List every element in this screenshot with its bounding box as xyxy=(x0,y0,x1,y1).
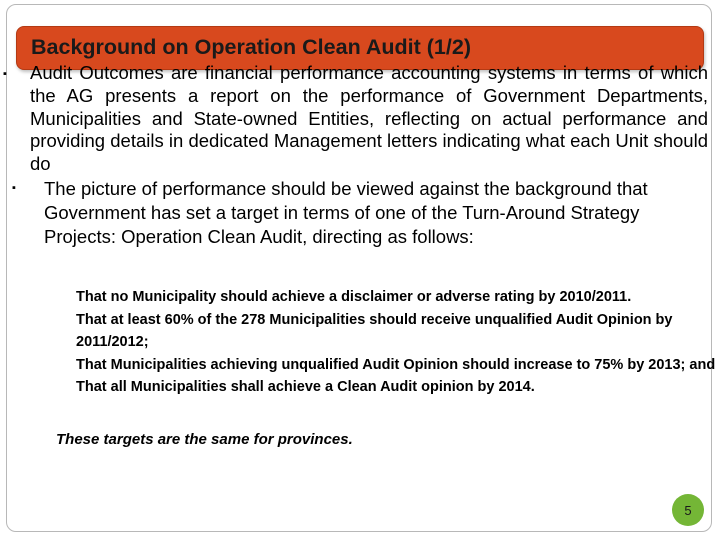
bullet-picture-of-performance: The picture of performance should be viewed against the background that Government has set a target in terms of one of the Turn-Around Strategy Projects: Operation Clean Audit, directing as follows: xyxy=(44,178,648,247)
target-list-item xyxy=(56,354,716,377)
page-number: 5 xyxy=(684,502,692,518)
square-bullet-icon: ▪ xyxy=(12,182,16,194)
page-number-badge xyxy=(672,494,704,526)
target-text: That at least 60% of the 278 Municipalities should receive unqualified Audit Opinion by 2011/2012; xyxy=(76,311,673,350)
target-list-item xyxy=(56,286,716,309)
target-text: That all Municipalities shall achieve a Clean Audit opinion by 2014. xyxy=(76,379,535,395)
closing-note: These targets are the same for provinces. xyxy=(56,431,353,448)
bullet-audit-outcomes: Audit Outcomes are financial performance accounting systems in terms of which the AG presents a report on the performance of Government Departments, Municipalities and State-owned Entities, reflecting on actual performance and providing details in dedicated Management letters indicating what each Unit should do xyxy=(30,62,708,175)
square-bullet-icon: ▪ xyxy=(3,68,7,80)
slide-title: Background on Operation Clean Audit (1/2) xyxy=(31,35,471,59)
target-list xyxy=(56,286,716,399)
target-list-item xyxy=(56,376,716,399)
target-text: That no Municipality should achieve a disclaimer or adverse rating by 2010/2011. xyxy=(76,289,632,305)
target-list-item xyxy=(56,309,716,354)
target-text: That Municipalities achieving unqualified Audit Opinion should increase to 75% by 2013; and xyxy=(76,356,716,373)
